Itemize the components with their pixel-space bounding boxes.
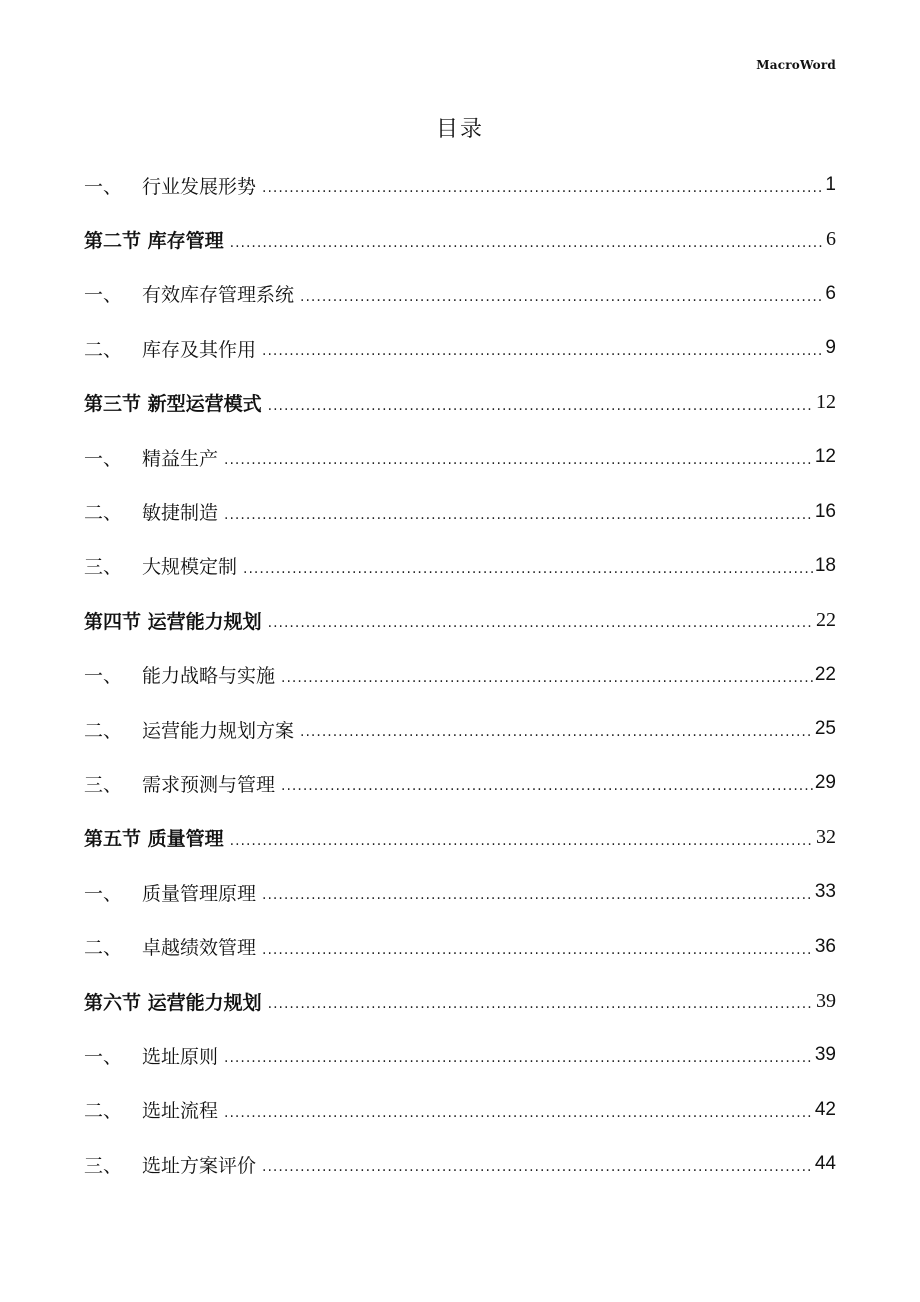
toc-entry-number: 二、 xyxy=(84,502,123,525)
toc-entry-number: 一、 xyxy=(84,447,123,470)
toc-dot-leader xyxy=(224,1050,813,1066)
toc-entry-label: 第四节 运营能力规划 xyxy=(84,610,262,633)
toc-dot-leader xyxy=(300,289,823,305)
toc-dot-leader xyxy=(262,343,823,359)
toc-entry-number: 一、 xyxy=(84,284,123,307)
toc-entry-label: 大规模定制 xyxy=(142,556,238,579)
toc-subsection-entry[interactable] xyxy=(84,1137,836,1191)
toc-entry-number: 一、 xyxy=(84,1045,123,1068)
header-brand: MacroWord xyxy=(756,58,836,72)
toc-subsection-entry[interactable] xyxy=(84,756,836,810)
toc-subsection-entry[interactable] xyxy=(84,702,836,756)
toc-entry-page-number: 36 xyxy=(814,935,836,957)
toc-subsection-entry[interactable] xyxy=(84,648,836,702)
toc-entry-label: 行业发展形势 xyxy=(142,175,257,198)
toc-entry-number: 二、 xyxy=(84,338,123,361)
toc-entry-label: 需求预测与管理 xyxy=(142,773,276,796)
toc-entry-number: 二、 xyxy=(84,1100,123,1123)
toc-entry-page-number: 16 xyxy=(814,500,836,522)
toc-entry-label: 第五节 质量管理 xyxy=(84,828,224,851)
toc-dot-leader xyxy=(224,452,813,468)
toc-subsection-entry[interactable] xyxy=(84,539,836,593)
toc-entry-label: 第三节 新型运营模式 xyxy=(84,393,262,416)
toc-dot-leader xyxy=(262,887,813,903)
toc-entry-label: 精益生产 xyxy=(142,447,219,470)
toc-entry-page-number: 1 xyxy=(825,174,836,196)
toc-entry-page-number: 6 xyxy=(825,282,836,304)
toc-entry-label: 选址方案评价 xyxy=(142,1154,257,1177)
toc-subsection-entry[interactable] xyxy=(84,484,836,538)
toc-dot-leader xyxy=(262,180,823,196)
toc-dot-leader xyxy=(262,1159,813,1175)
toc-section-entry[interactable] xyxy=(84,974,836,1028)
toc-entry-page-number: 18 xyxy=(814,554,836,576)
toc-entry-label: 能力战略与实施 xyxy=(142,665,276,688)
toc-entry-number: 一、 xyxy=(84,665,123,688)
toc-entry-label: 卓越绩效管理 xyxy=(142,937,257,960)
toc-entry-page-number: 39 xyxy=(816,989,836,1012)
toc-entry-label: 第六节 运营能力规划 xyxy=(84,991,262,1014)
toc-dot-leader xyxy=(230,235,824,251)
toc-dot-leader xyxy=(268,398,814,414)
toc-entry-page-number: 6 xyxy=(826,228,836,251)
toc-dot-leader xyxy=(243,561,813,577)
toc-entry-number: 一、 xyxy=(84,882,123,905)
toc-entry-number: 三、 xyxy=(84,1154,123,1177)
table-of-contents xyxy=(84,158,836,1191)
toc-entry-page-number: 25 xyxy=(814,718,836,740)
toc-entry-page-number: 12 xyxy=(814,446,836,468)
toc-section-entry[interactable] xyxy=(84,376,836,430)
toc-entry-page-number: 44 xyxy=(814,1153,836,1175)
toc-entry-label: 有效库存管理系统 xyxy=(142,284,295,307)
toc-entry-page-number: 22 xyxy=(816,608,836,631)
toc-dot-leader xyxy=(300,724,813,740)
toc-entry-label: 第二节 库存管理 xyxy=(84,230,224,253)
toc-subsection-entry[interactable] xyxy=(84,1028,836,1082)
toc-entry-page-number: 22 xyxy=(814,663,836,685)
toc-entry-label: 库存及其作用 xyxy=(142,338,257,361)
toc-dot-leader xyxy=(262,942,813,958)
toc-dot-leader xyxy=(230,833,814,849)
toc-entry-number: 二、 xyxy=(84,937,123,960)
toc-entry-page-number: 42 xyxy=(814,1098,836,1120)
toc-subsection-entry[interactable] xyxy=(84,1083,836,1137)
toc-entry-page-number: 33 xyxy=(814,881,836,903)
toc-section-entry[interactable] xyxy=(84,593,836,647)
toc-entry-number: 一、 xyxy=(84,175,123,198)
toc-subsection-entry[interactable] xyxy=(84,158,836,212)
toc-entry-number: 三、 xyxy=(84,556,123,579)
toc-subsection-entry[interactable] xyxy=(84,865,836,919)
toc-entry-label: 选址原则 xyxy=(142,1045,219,1068)
toc-entry-label: 运营能力规划方案 xyxy=(142,719,295,742)
toc-section-entry[interactable] xyxy=(84,811,836,865)
toc-subsection-entry[interactable] xyxy=(84,321,836,375)
toc-entry-page-number: 29 xyxy=(814,772,836,794)
toc-entry-page-number: 39 xyxy=(814,1044,836,1066)
toc-dot-leader xyxy=(268,615,814,631)
toc-entry-number: 二、 xyxy=(84,719,123,742)
toc-dot-leader xyxy=(224,507,813,523)
toc-title: 目录 xyxy=(435,117,484,142)
toc-entry-page-number: 12 xyxy=(816,391,836,414)
toc-entry-number: 三、 xyxy=(84,773,123,796)
toc-dot-leader xyxy=(224,1105,813,1121)
toc-entry-page-number: 9 xyxy=(825,337,836,359)
toc-entry-page-number: 32 xyxy=(816,826,836,849)
toc-entry-label: 选址流程 xyxy=(142,1100,219,1123)
toc-dot-leader xyxy=(281,670,813,686)
toc-subsection-entry[interactable] xyxy=(84,430,836,484)
toc-subsection-entry[interactable] xyxy=(84,919,836,973)
toc-entry-label: 质量管理原理 xyxy=(142,882,257,905)
toc-section-entry[interactable] xyxy=(84,212,836,266)
toc-subsection-entry[interactable] xyxy=(84,267,836,321)
toc-entry-label: 敏捷制造 xyxy=(142,502,219,525)
toc-dot-leader xyxy=(281,778,813,794)
toc-dot-leader xyxy=(268,996,814,1012)
